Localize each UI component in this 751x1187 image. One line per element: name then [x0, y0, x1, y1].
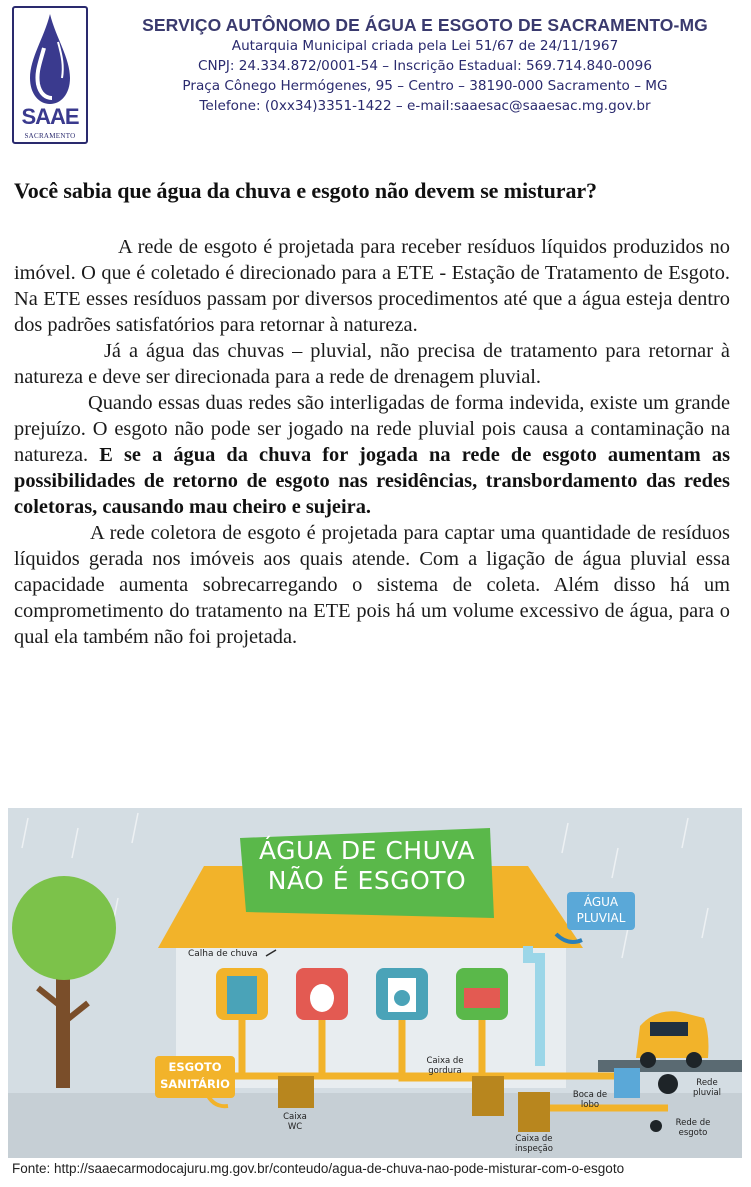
caixa-inspecao-line-2: inspeção [515, 1144, 553, 1154]
rede-esgoto-label [668, 1118, 718, 1138]
paragraph-3-bold: E se a água da chuva for jogada na rede de esgoto aumentam as possibilidades de retorno de esgoto nas residências, transbordamento das redes coletoras, causando mau cheiro e sujeira. [14, 444, 731, 518]
agua-pluvial-label [567, 894, 635, 926]
caixa-gordura-line-1: Caixa de [426, 1056, 464, 1066]
esgoto-sanitario-label [155, 1059, 235, 1093]
logo-subtext: SACRAMENTO [24, 132, 76, 140]
calha-label: Calha de chuva [188, 949, 258, 959]
header [100, 14, 750, 116]
header-line-4: Telefone: (0xx34)3351-1422 – e-mail:saaesac@saaesac.mg.gov.br [199, 98, 651, 114]
caixa-gordura-box [472, 1076, 504, 1116]
article-body [14, 234, 730, 650]
paragraph-2: Já a água das chuvas – pluvial, não precisa de tratamento para retornar à natureza e deve ser direcionada para a rede de drenagem pluvial. [14, 340, 730, 388]
illustration [8, 808, 742, 1158]
rede-pluvial-line-1: Rede [696, 1078, 718, 1088]
esgoto-line-1: ESGOTO [168, 1060, 222, 1074]
rede-pluvial-label [684, 1078, 730, 1098]
rede-pluvial-line-2: pluvial [692, 1088, 722, 1098]
roof-line-2: NÃO É ESGOTO [267, 866, 467, 895]
roof-line-1: ÁGUA DE CHUVA [258, 836, 476, 865]
saae-logo [12, 6, 88, 144]
rede-esgoto-line-2: esgoto [678, 1128, 708, 1138]
header-line-2: CNPJ: 24.334.872/0001-54 – Inscrição Estadual: 569.714.840-0096 [198, 58, 652, 74]
tree-crown [12, 876, 116, 980]
boca-lobo-label [568, 1090, 612, 1110]
paragraph-1: A rede de esgoto é projetada para receber resíduos líquidos produzidos no imóvel. O que é coletado é direcionado para a ETE - Estação de Tratamento de Esgoto. Na ETE esses resíduos passam por diversos procedimentos até que a água esteja dentro dos padrões satisfatórios para retornar à natureza. [14, 236, 730, 336]
agua-pluvial-line-2: PLUVIAL [576, 911, 626, 925]
paragraph-3-text: Quando essas duas redes são interligadas de forma indevida, existe um grande prejuízo. O esgoto não pode ser jogado na rede pluvial pois causa a contaminação na natureza. [14, 392, 730, 466]
roof-title [240, 836, 494, 896]
tree-trunk [56, 978, 70, 1088]
paragraph-3 [14, 390, 730, 520]
caixa-inspecao-line-1: Caixa de [515, 1134, 553, 1144]
logo-text: SAAE [21, 104, 79, 129]
caixa-gordura-label [422, 1056, 468, 1076]
paragraph-4: A rede coletora de esgoto é projetada para captar uma quantidade de resíduos líquidos gerada nos imóveis aos quais atende. Com a ligação de água pluvial essa capacidade aumenta sobrecarregando o sistema de coleta. Além disso há um comprometimento do tratamento na ETE pois há um volume excessivo de água, para o qual ela também não foi projetada. [14, 522, 730, 648]
caixa-inspecao-label [506, 1134, 562, 1154]
caixa-inspecao-box [518, 1092, 550, 1132]
caixa-wc-line-2: WC [287, 1122, 303, 1132]
esgoto-line-2: SANITÁRIO [160, 1077, 230, 1091]
header-title: SERVIÇO AUTÔNOMO DE ÁGUA E ESGOTO DE SACRAMENTO-MG [142, 15, 708, 35]
header-line-3: Praça Cônego Hermógenes, 95 – Centro – 38190-000 Sacramento – MG [182, 78, 668, 94]
agua-pluvial-line-1: ÁGUA [583, 895, 619, 909]
source-citation: Fonte: http://saaecarmodocajuru.mg.gov.br/conteudo/agua-de-chuva-nao-pode-misturar-com-o-esgoto [12, 1161, 625, 1176]
caixa-wc-box [278, 1076, 314, 1108]
header-line-1: Autarquia Municipal criada pela Lei 51/67 de 24/11/1967 [231, 38, 619, 54]
rede-esgoto-line-1: Rede de [675, 1118, 711, 1128]
caixa-gordura-line-2: gordura [428, 1066, 462, 1076]
headline: Você sabia que água da chuva e esgoto não devem se misturar? [14, 178, 597, 203]
caixa-wc-label [272, 1112, 318, 1132]
caixa-wc-line-1: Caixa [283, 1112, 307, 1122]
boca-lobo-line-2: lobo [580, 1100, 600, 1110]
boca-lobo-line-1: Boca de [572, 1090, 608, 1100]
